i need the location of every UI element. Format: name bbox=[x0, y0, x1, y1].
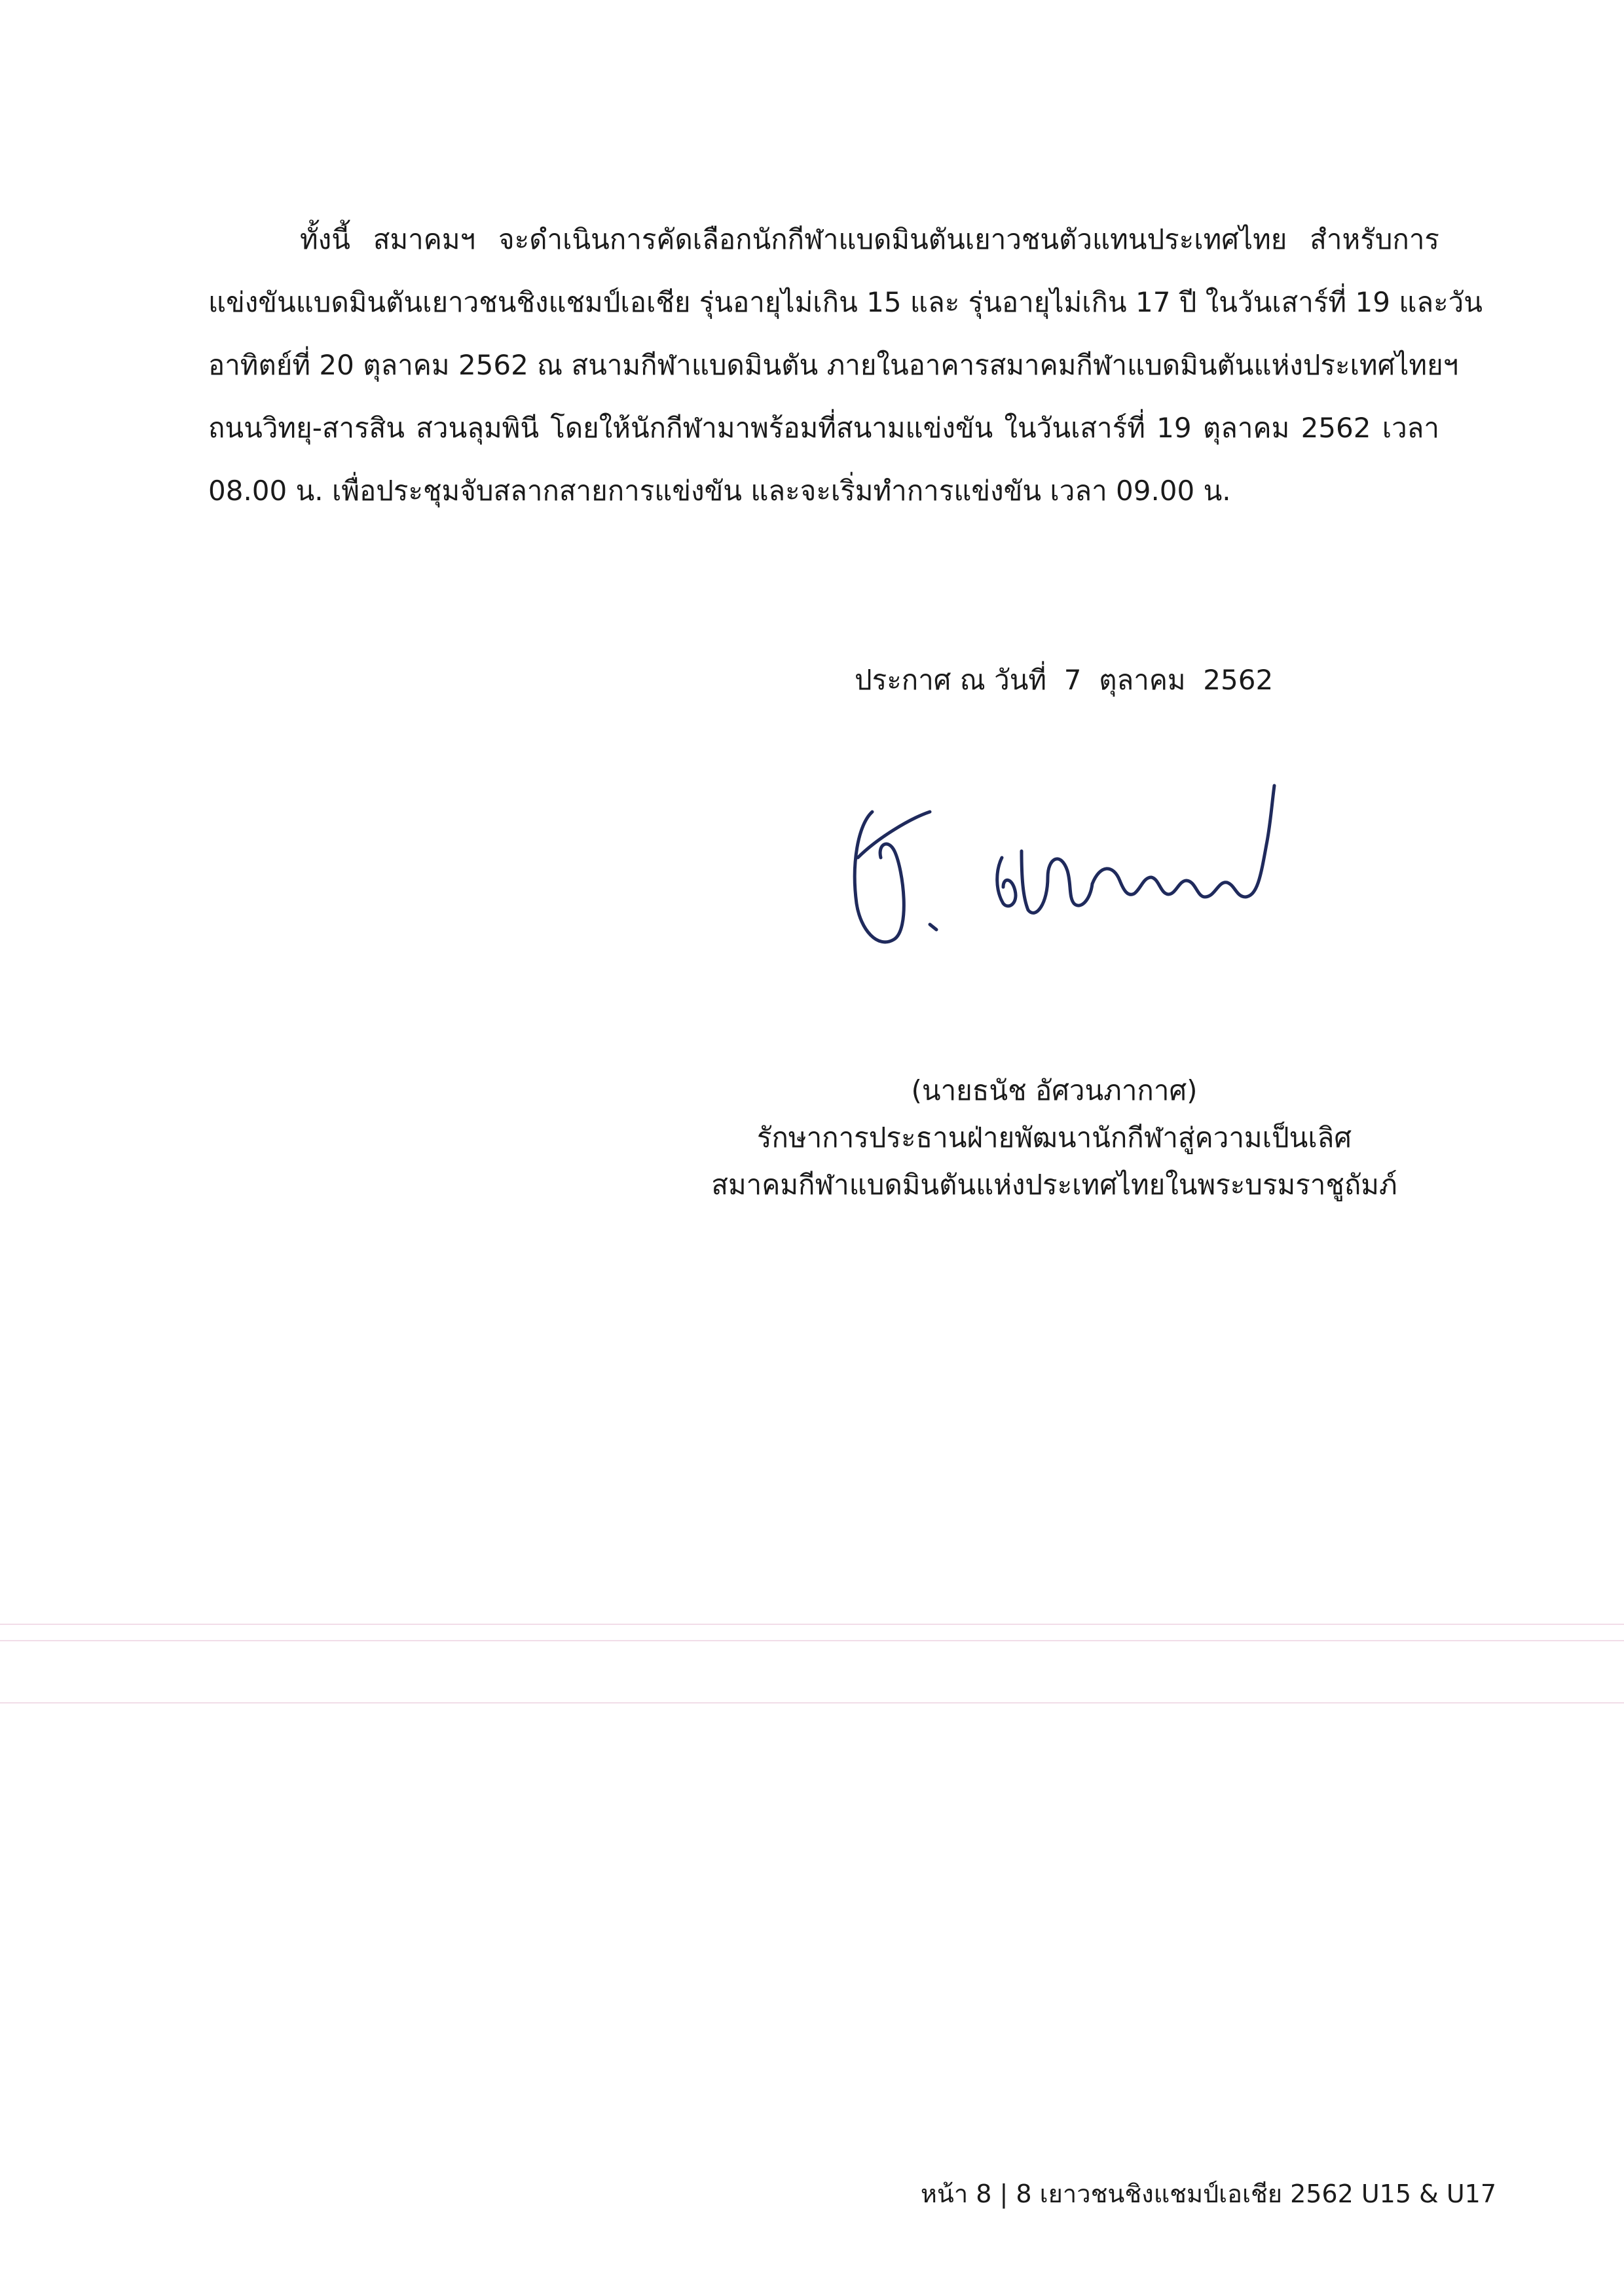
handwritten-signature bbox=[832, 773, 1316, 995]
body-paragraph bbox=[208, 208, 1483, 522]
announcement-date: ประกาศ ณ วันที่ 7 ตุลาคม 2562 bbox=[855, 664, 1274, 696]
body-line: แข่งขันแบดมินตันเยาวชนชิงแชมป์เอเชีย รุ่นอายุไม่เกิน 15 และ รุ่นอายุไม่เกิน 17 ปี ในวันเสาร์ที่ 19 และวัน bbox=[208, 286, 1483, 318]
signatory-name: (นายธนัช อัศวนภากาศ) bbox=[911, 1074, 1198, 1106]
signatory-organization: สมาคมกีฬาแบดมินตันแห่งประเทศไทยในพระบรมราชูถัมภ์ bbox=[711, 1169, 1397, 1201]
body-line: 08.00 น. เพื่อประชุมจับสลากสายการแข่งขัน และจะเริ่มทำการแข่งขัน เวลา 09.00 น. bbox=[208, 475, 1231, 507]
faint-rule-line bbox=[0, 1702, 1624, 1704]
body-line: อาทิตย์ที่ 20 ตุลาคม 2562 ณ สนามกีฬาแบดมินตัน ภายในอาคารสมาคมกีฬาแบดมินตันแห่งประเทศไทยฯ bbox=[208, 349, 1459, 381]
body-line: ถนนวิทยุ-สารสิน สวนลุมพินี โดยให้นักกีฬามาพร้อมที่สนามแข่งขัน ในวันเสาร์ที่ 19 ตุลาคม 2562 เวลา bbox=[208, 412, 1439, 444]
faint-rule-line bbox=[0, 1624, 1624, 1625]
signatory-position: รักษาการประธานฝ่ายพัฒนานักกีฬาสู่ความเป็นเลิศ bbox=[756, 1121, 1352, 1154]
signatory-block bbox=[681, 1067, 1428, 1209]
body-line: ทั้งนี้ สมาคมฯ จะดำเนินการคัดเลือกนักกีฬาแบดมินตันเยาวชนตัวแทนประเทศไทย สำหรับการ bbox=[300, 223, 1439, 255]
page-footer: หน้า 8 | 8 เยาวชนชิงแชมป์เอเชีย 2562 U15 & U17 bbox=[920, 2179, 1496, 2208]
faint-rule-line bbox=[0, 1640, 1624, 1641]
